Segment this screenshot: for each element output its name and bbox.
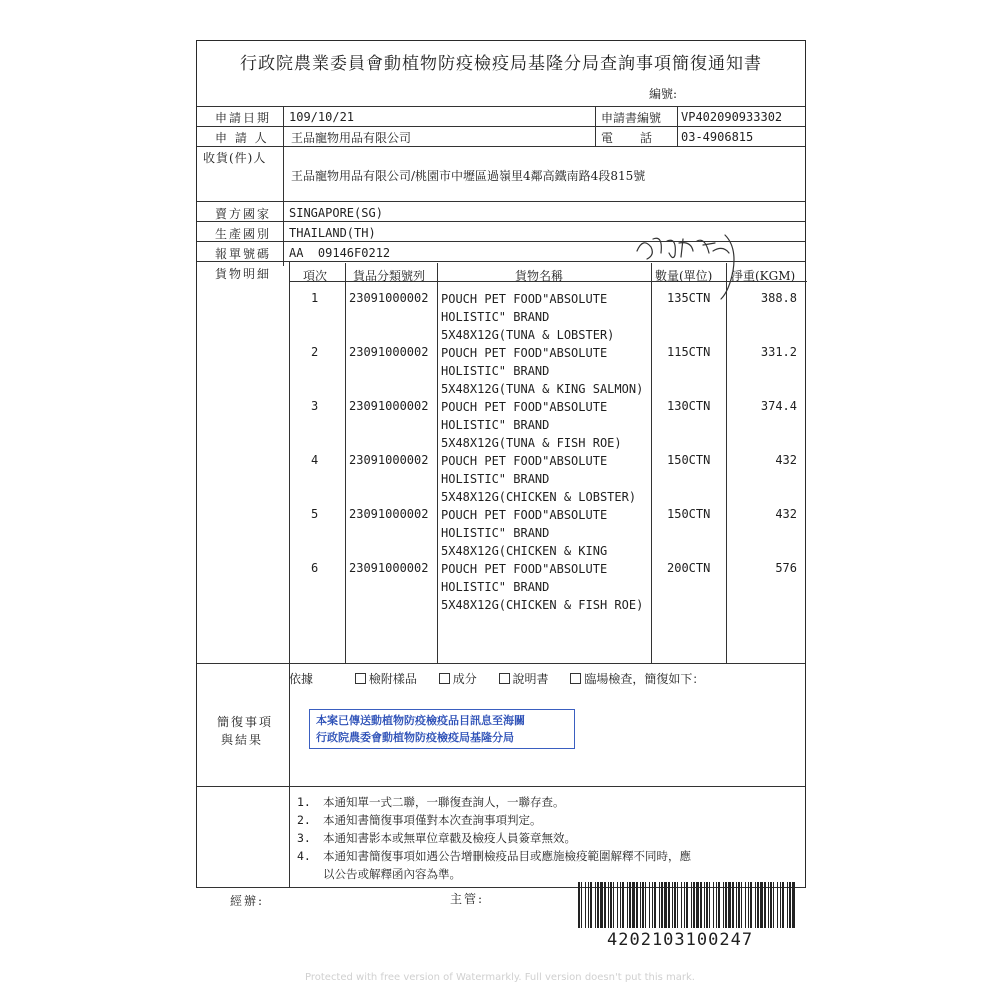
apply-no-label: 申請書編號 — [601, 111, 662, 125]
row-name-line: POUCH PET FOOD"ABSOLUTE — [441, 400, 608, 414]
row-weight: 331.2 — [760, 345, 797, 359]
row-name — [441, 506, 607, 560]
barcode-bar — [750, 882, 752, 928]
row-weight: 576 — [775, 561, 797, 575]
origin-label: 生產國別 — [215, 227, 272, 241]
row-name-line: POUCH PET FOOD"ABSOLUTE — [441, 508, 608, 522]
note-item: 2. 本通知書簡復事項僅對本次查詢事項判定。 — [297, 813, 542, 827]
barcode-bar — [696, 882, 699, 928]
consignee-label: 收貨(件)人 — [203, 151, 267, 165]
phone-value: 03-4906815 — [681, 130, 754, 144]
note-item: 4. 本通知書簡復事項如遇公告增刪檢疫品目或應施檢疫範圍解釋不同時，應 — [297, 849, 691, 863]
barcode-bar — [604, 882, 606, 928]
row-name — [441, 560, 643, 614]
barcode-bar — [649, 882, 650, 928]
notes-list — [297, 793, 691, 883]
col-header-weight: 淨重(KGM) — [731, 269, 796, 283]
col-header-no: 項次 — [303, 269, 328, 283]
supervisor-label: 主管: — [450, 892, 485, 906]
barcode-bar — [736, 882, 737, 928]
barcode-bar — [620, 882, 621, 928]
row-no: 2 — [311, 345, 319, 359]
barcode-bar — [640, 882, 641, 928]
row-qty: 130CTN — [667, 399, 711, 413]
option-sample: 檢附樣品 — [355, 672, 417, 686]
official-stamp — [309, 709, 575, 749]
barcode-bar — [728, 882, 731, 928]
rule — [345, 263, 346, 663]
barcode-bar — [600, 882, 603, 928]
barcode-bar — [745, 882, 746, 928]
barcode-bar — [622, 882, 624, 928]
row-no: 3 — [311, 399, 319, 413]
row-name-line: POUCH PET FOOD"ABSOLUTE — [441, 454, 608, 468]
barcode-bar — [780, 882, 781, 928]
row-name — [441, 290, 614, 344]
barcode-bar — [636, 882, 638, 928]
row-weight: 374.4 — [760, 399, 797, 413]
barcode-bar — [748, 882, 749, 928]
barcode-bar — [684, 882, 685, 928]
rule — [289, 261, 290, 887]
row-weight: 432 — [775, 507, 797, 521]
barcode-bar — [629, 882, 631, 928]
document-title: 行政院農業委員會動植物防疫檢疫局基隆分局查詢事項簡復通知書 — [240, 54, 762, 74]
barcode-bar — [645, 882, 646, 928]
row-code: 23091000002 — [349, 453, 429, 467]
row-qty: 150CTN — [667, 507, 711, 521]
barcode-bar — [677, 882, 678, 928]
row-code: 23091000002 — [349, 561, 429, 575]
barcode-bar — [741, 882, 742, 928]
stamp-line-1: 本案已傳送動植物防疫檢疫品目訊息至海關 — [316, 714, 525, 727]
note-item: 以公告或解釋函內容為準。 — [323, 867, 461, 881]
barcode-bar — [770, 882, 772, 928]
barcode-bar — [642, 882, 644, 928]
apply-date-label: 申請日期 — [215, 111, 272, 125]
barcode-bar — [789, 882, 791, 928]
reply-label-1: 簡復事項 — [217, 715, 274, 729]
barcode-bar — [674, 882, 676, 928]
barcode-bar — [693, 882, 695, 928]
row-name-line: POUCH PET FOOD"ABSOLUTE — [441, 292, 608, 306]
barcode-bar — [773, 882, 774, 928]
barcode-bar — [725, 882, 727, 928]
barcode-bar — [668, 882, 670, 928]
note-item: 1. 本通知單一式二聯，一聯復查詢人，一聯存查。 — [297, 795, 565, 809]
rule — [197, 221, 805, 222]
decl-label: 報單號碼 — [215, 247, 272, 261]
row-name-line: HOLISTIC" BRAND — [441, 418, 550, 432]
row-code: 23091000002 — [349, 345, 429, 359]
row-weight: 432 — [775, 453, 797, 467]
rule — [437, 263, 438, 663]
barcode-bar — [732, 882, 734, 928]
barcode-bar — [608, 882, 609, 928]
barcode-bar — [768, 882, 769, 928]
row-name-line: HOLISTIC" BRAND — [441, 580, 550, 594]
row-name-line: POUCH PET FOOD"ABSOLUTE — [441, 346, 608, 360]
barcode-bar — [718, 882, 720, 928]
barcode-bar — [672, 882, 673, 928]
barcode-bar — [757, 882, 759, 928]
barcode-bar — [706, 882, 708, 928]
rule — [595, 106, 596, 146]
decl-value: AA 09146F0212 — [289, 246, 391, 260]
row-no: 5 — [311, 507, 319, 521]
row-name — [441, 452, 636, 506]
row-code: 23091000002 — [349, 507, 429, 521]
barcode-bar — [597, 882, 599, 928]
barcode-bar — [581, 882, 582, 928]
barcode-bar — [590, 882, 592, 928]
barcode-bar — [585, 882, 586, 928]
phone-label: 電 話 — [601, 131, 654, 145]
col-header-qty: 數量(單位) — [655, 269, 713, 283]
row-name-line: 5X48X12G(TUNA & FISH ROE) — [441, 436, 622, 450]
option-ingredient: 成分 — [439, 672, 477, 686]
apply-no-value: VP402090933302 — [681, 110, 783, 124]
row-name-line: 5X48X12G(TUNA & KING SALMON) — [441, 382, 644, 396]
row-name — [441, 344, 643, 398]
basis-label: 依據 — [289, 672, 314, 686]
barcode-bar — [681, 882, 682, 928]
row-name-line: 5X48X12G(TUNA & LOBSTER) — [441, 328, 615, 342]
barcode-bar — [738, 882, 740, 928]
barcode-bar — [610, 882, 612, 928]
barcode-bar — [755, 882, 756, 928]
row-name-line: HOLISTIC" BRAND — [441, 364, 550, 378]
row-name-line: HOLISTIC" BRAND — [441, 526, 550, 540]
rule — [283, 106, 284, 266]
rule — [197, 146, 805, 147]
row-name-line: 5X48X12G(CHICKEN & FISH ROE) — [441, 598, 644, 612]
col-header-name: 貨物名稱 — [515, 269, 564, 283]
row-name-line: POUCH PET FOOD"ABSOLUTE — [441, 562, 608, 576]
row-code: 23091000002 — [349, 291, 429, 305]
rule — [677, 106, 678, 146]
barcode-bar — [704, 882, 705, 928]
rule — [197, 106, 805, 107]
rule — [197, 126, 805, 127]
barcode-bar — [595, 882, 596, 928]
watermark-text: Protected with free version of Watermarkly. Full version doesn't put this mark. — [305, 972, 695, 983]
checkbox-manual — [499, 673, 510, 684]
barcode-bar — [782, 882, 784, 928]
checkbox-ingredient — [439, 673, 450, 684]
consignee-value: 王品寵物用品有限公司/桃園市中壢區過嶺里4鄰高鐵南路4段815號 — [291, 169, 646, 183]
row-name-line: HOLISTIC" BRAND — [441, 310, 550, 324]
serial-label: 編號: — [649, 87, 678, 101]
row-qty: 150CTN — [667, 453, 711, 467]
applicant-value: 王品寵物用品有限公司 — [291, 131, 412, 145]
row-qty: 200CTN — [667, 561, 711, 575]
barcode-bar — [627, 882, 628, 928]
apply-date-value: 109/10/21 — [289, 110, 355, 124]
row-no: 1 — [311, 291, 319, 305]
rule — [197, 201, 805, 202]
notice-document — [196, 40, 806, 888]
barcode-bar — [709, 882, 710, 928]
barcode-bar — [661, 882, 663, 928]
barcode-bar — [659, 882, 660, 928]
checkbox-sample — [355, 673, 366, 684]
note-item: 3. 本通知書影本或無單位章戳及檢疫人員簽章無效。 — [297, 831, 576, 845]
barcode-number: 4202103100247 — [607, 930, 754, 950]
barcode-bar — [691, 882, 692, 928]
barcode-bar — [777, 882, 778, 928]
barcode-bar — [760, 882, 763, 928]
barcode-bar — [713, 882, 714, 928]
row-code: 23091000002 — [349, 399, 429, 413]
barcode-bar — [632, 882, 635, 928]
row-name-line: 5X48X12G(CHICKEN & LOBSTER) — [441, 490, 637, 504]
row-no: 6 — [311, 561, 319, 575]
seller-value: SINGAPORE(SG) — [289, 206, 383, 220]
basis-line — [289, 670, 722, 687]
checkbox-inspection — [570, 673, 581, 684]
row-weight: 388.8 — [760, 291, 797, 305]
barcode-bar — [654, 882, 656, 928]
stamp-line-2: 行政院農委會動植物防疫檢疫局基隆分局 — [316, 731, 514, 744]
barcode-bar — [764, 882, 766, 928]
barcode-bar — [792, 882, 795, 928]
handler-label: 經辦: — [230, 894, 265, 908]
barcode-bar — [787, 882, 788, 928]
reply-label-2: 與結果 — [221, 733, 264, 747]
barcode-bar — [617, 882, 618, 928]
row-no: 4 — [311, 453, 319, 467]
barcode-bar — [613, 882, 614, 928]
applicant-label: 申 請 人 — [215, 131, 269, 145]
option-manual: 說明書 — [499, 672, 549, 686]
barcode — [576, 882, 798, 928]
origin-value: THAILAND(TH) — [289, 226, 376, 240]
barcode-bar — [700, 882, 702, 928]
barcode-bar — [652, 882, 653, 928]
rule — [651, 263, 652, 663]
option-inspection: 臨場檢查，簡復如下： — [570, 672, 704, 686]
row-qty: 135CTN — [667, 291, 711, 305]
barcode-bar — [664, 882, 667, 928]
row-name — [441, 398, 622, 452]
barcode-bar — [723, 882, 724, 928]
row-qty: 115CTN — [667, 345, 711, 359]
goods-label: 貨物明細 — [215, 267, 272, 281]
row-name-line: HOLISTIC" BRAND — [441, 472, 550, 486]
barcode-bar — [686, 882, 688, 928]
seller-label: 賣方國家 — [215, 207, 272, 221]
row-name-line: 5X48X12G(CHICKEN & KING — [441, 544, 608, 558]
barcode-bar — [578, 882, 580, 928]
col-header-code: 貨品分類號列 — [353, 269, 426, 283]
barcode-bar — [716, 882, 717, 928]
barcode-bar — [588, 882, 589, 928]
